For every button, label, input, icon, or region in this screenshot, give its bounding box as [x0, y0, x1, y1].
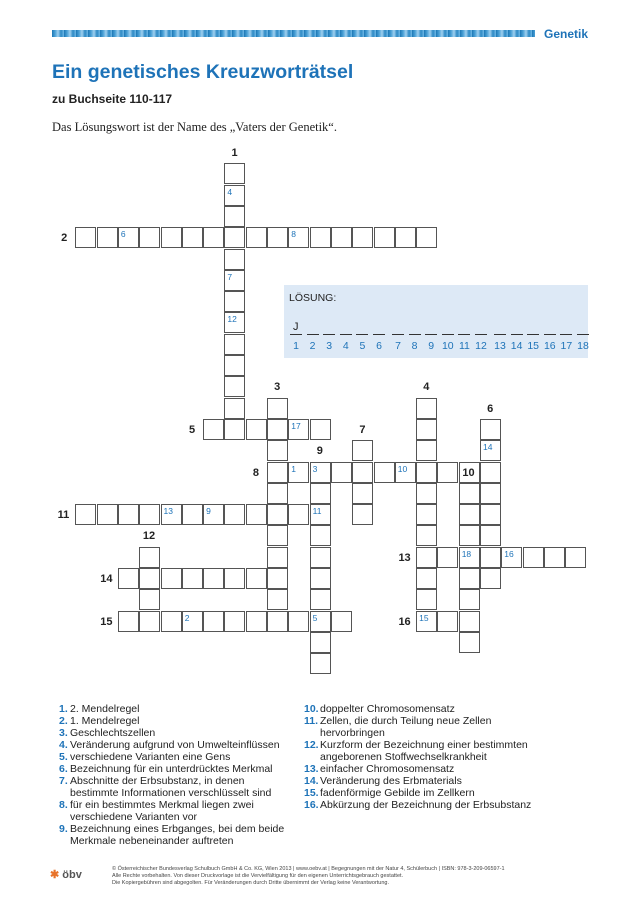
clue-number: 12. — [304, 739, 319, 751]
clue-number: 2. — [59, 715, 68, 727]
crossword-cell[interactable] — [267, 398, 288, 419]
crossword-cell[interactable] — [437, 611, 458, 632]
solution-title: LÖSUNG: — [289, 292, 337, 304]
crossword-cell[interactable] — [246, 504, 267, 525]
footer-line: © Österreichischer Bundesverlag Schulbuch GmbH & Co. KG, Wien 2013 | www.oebv.at | Begegnungen mit der Natur 4, Schülerbuch | ISBN: 978-3-209-06597-1 — [112, 866, 505, 872]
crossword-cell[interactable] — [203, 227, 224, 248]
solution-blank — [409, 334, 421, 335]
crossword-cell[interactable] — [480, 462, 501, 483]
clue-text: doppelter Chromosomensatz — [320, 703, 455, 715]
solution-blank — [307, 334, 319, 335]
crossword-cell[interactable] — [224, 398, 245, 419]
clue-item — [59, 703, 287, 715]
crossword-cell[interactable] — [416, 227, 437, 248]
crossword-cell[interactable] — [310, 227, 331, 248]
crossword-cell[interactable] — [267, 611, 288, 632]
clue-number: 16. — [304, 799, 319, 811]
crossword-cell[interactable] — [224, 185, 245, 206]
crossword-cell[interactable] — [416, 504, 437, 525]
crossword-cell[interactable] — [459, 504, 480, 525]
solution-blank — [511, 334, 523, 335]
crossword-cell[interactable] — [416, 547, 437, 568]
crossword-cell[interactable] — [288, 611, 309, 632]
crossword-cell[interactable] — [267, 462, 288, 483]
solution-blank — [527, 334, 539, 335]
clue-number: 5. — [59, 751, 68, 763]
crossword-cell[interactable] — [480, 504, 501, 525]
crossword-cell[interactable] — [416, 398, 437, 419]
solution-index: 8 — [291, 229, 297, 240]
crossword-cell[interactable] — [97, 227, 118, 248]
crossword-cell[interactable] — [118, 611, 139, 632]
publisher-logo — [50, 868, 82, 881]
crossword-cell[interactable] — [480, 483, 501, 504]
crossword-cell[interactable] — [416, 440, 437, 461]
clue-text: fadenförmige Gebilde im Zellkern — [320, 787, 475, 799]
clue-list-right — [304, 703, 554, 811]
solution-blank — [290, 334, 302, 335]
solution-number: 7 — [395, 340, 401, 352]
footer-line: Die Kopiergebühren sind abgegolten. Für Veränderungen durch Dritte übernimmt der Verlag keine Verantwortung. — [112, 880, 390, 886]
solution-blank — [425, 334, 437, 335]
crossword-cell[interactable] — [480, 547, 501, 568]
clue-list-left — [59, 703, 287, 847]
crossword-cell[interactable] — [480, 525, 501, 546]
clue-number: 4. — [59, 739, 68, 751]
clue-number: 6. — [59, 763, 68, 775]
solution-number: 1 — [293, 340, 299, 352]
crossword-cell[interactable] — [267, 504, 288, 525]
solution-index: 1 — [291, 463, 297, 474]
clue-item — [304, 715, 554, 739]
solution-index: 12 — [227, 314, 237, 325]
crossword-cell[interactable] — [288, 462, 309, 483]
crossword-cell[interactable] — [310, 568, 331, 589]
crossword-cell[interactable] — [203, 568, 224, 589]
crossword-cell[interactable] — [331, 611, 352, 632]
crossword-cell[interactable] — [224, 249, 245, 270]
crossword-cell[interactable] — [224, 291, 245, 312]
solution-index: 6 — [120, 229, 126, 240]
clue-item — [304, 703, 554, 715]
solution-number: 11 — [458, 340, 470, 352]
clue-start-number: 14 — [100, 573, 113, 585]
crossword-cell[interactable] — [459, 568, 480, 589]
crossword-cell[interactable] — [480, 419, 501, 440]
crossword-cell[interactable] — [310, 589, 331, 610]
crossword-cell[interactable] — [161, 611, 182, 632]
clue-item — [59, 727, 287, 739]
clue-text: 2. Mendelregel — [70, 703, 140, 715]
clue-text: Zellen, die durch Teilung neue Zellen hervorbringen — [320, 715, 492, 739]
crossword-cell[interactable] — [75, 504, 96, 525]
clue-start-number: 1 — [231, 147, 238, 159]
solution-blank — [560, 334, 572, 335]
clue-text: für ein bestimmtes Merkmal liegen zwei verschiedene Varianten vor — [70, 799, 254, 823]
solution-number: 9 — [428, 340, 435, 352]
clue-text: 1. Mendelregel — [70, 715, 140, 727]
crossword-cell[interactable] — [161, 504, 182, 525]
crossword-cell[interactable] — [139, 611, 160, 632]
clue-start-number: 6 — [487, 402, 494, 415]
crossword-cell[interactable] — [501, 547, 522, 568]
clue-number: 8. — [59, 799, 68, 811]
clue-start-number: 11 — [57, 509, 70, 522]
solution-given-letter: J — [293, 321, 299, 333]
page-title: Ein genetisches Kreuzworträtsel — [52, 61, 354, 83]
clue-number: 13. — [304, 763, 319, 775]
solution-box — [284, 285, 588, 358]
clue-number: 15. — [304, 787, 319, 799]
clue-start-number: 4 — [423, 381, 430, 394]
solution-blank — [392, 334, 404, 335]
crossword-cell[interactable] — [224, 376, 245, 397]
crossword-cell[interactable] — [139, 547, 160, 568]
solution-index: 9 — [206, 506, 211, 517]
crossword-cell[interactable] — [395, 227, 416, 248]
clue-start-number: 9 — [316, 445, 323, 458]
clue-start-number: 7 — [359, 423, 366, 436]
crossword-cell[interactable] — [310, 632, 331, 653]
crossword-cell[interactable] — [310, 462, 331, 483]
crossword-cell[interactable] — [352, 504, 373, 525]
solution-number: 8 — [411, 340, 418, 352]
crossword-cell[interactable] — [118, 568, 139, 589]
crossword-cell[interactable] — [459, 589, 480, 610]
crossword-cell[interactable] — [203, 611, 224, 632]
crossword-cell[interactable] — [374, 462, 395, 483]
crossword-cell[interactable] — [310, 547, 331, 568]
crossword-cell[interactable] — [182, 504, 203, 525]
crossword-cell[interactable] — [267, 419, 288, 440]
crossword-cell[interactable] — [224, 504, 245, 525]
clue-text: Abkürzung der Bezeichnung der Erbsubstanz — [320, 799, 532, 811]
clue-item — [59, 775, 287, 799]
clue-item — [304, 799, 554, 811]
crossword-cell[interactable] — [523, 547, 544, 568]
crossword-cell[interactable] — [224, 270, 245, 291]
crossword-cell[interactable] — [416, 525, 437, 546]
crossword-cell[interactable] — [224, 163, 245, 184]
clue-text: Kurzform der Bezeichnung einer bestimmten angeborenen Stoffwechselkrankheit — [320, 739, 528, 763]
page-subtitle: zu Buchseite 110-117 — [52, 92, 173, 106]
solution-blank — [577, 334, 589, 335]
crossword-cell[interactable] — [75, 227, 96, 248]
clue-item — [304, 787, 554, 799]
section-label: Genetik — [544, 27, 589, 41]
crossword-cell[interactable] — [224, 312, 245, 333]
solution-blank — [544, 334, 556, 335]
crossword-cell[interactable] — [459, 483, 480, 504]
solution-number: 5 — [359, 340, 366, 352]
solution-number: 14 — [510, 340, 523, 352]
solution-index: 11 — [312, 506, 322, 517]
solution-index: 16 — [504, 548, 514, 559]
crossword-cell[interactable] — [395, 462, 416, 483]
solution-number: 16 — [543, 340, 556, 352]
crossword-cell[interactable] — [246, 227, 267, 248]
solution-index: 18 — [461, 548, 472, 559]
star-icon: ✱ — [50, 869, 63, 881]
solution-number: 4 — [342, 340, 349, 352]
crossword-cell[interactable] — [352, 440, 373, 461]
clue-number: 10. — [304, 703, 319, 715]
solution-blank — [356, 334, 368, 335]
solution-number: 2 — [309, 340, 316, 352]
crossword-cell[interactable] — [139, 589, 160, 610]
clue-item — [59, 823, 287, 847]
solution-number: 17 — [560, 340, 573, 352]
solution-index: 10 — [397, 463, 408, 474]
crossword-cell[interactable] — [224, 206, 245, 227]
crossword-cell[interactable] — [310, 419, 331, 440]
solution-number: 15 — [527, 340, 540, 352]
solution-number: 6 — [376, 340, 382, 352]
crossword-cell[interactable] — [161, 568, 182, 589]
clue-start-number: 12 — [142, 530, 156, 543]
solution-index: 13 — [163, 506, 173, 517]
crossword-cell[interactable] — [203, 419, 224, 440]
crossword-cell[interactable] — [416, 419, 437, 440]
crossword-cell[interactable] — [267, 547, 288, 568]
crossword-cell[interactable] — [267, 227, 288, 248]
clue-start-number: 13 — [398, 551, 411, 564]
clue-start-number: 2 — [61, 232, 68, 245]
crossword-cell[interactable] — [224, 355, 245, 376]
solution-index: 3 — [312, 463, 318, 474]
crossword-cell[interactable] — [288, 227, 309, 248]
crossword-cell[interactable] — [118, 504, 139, 525]
crossword-cell[interactable] — [437, 462, 458, 483]
solution-blank — [340, 334, 352, 335]
clue-item — [59, 751, 287, 763]
solution-index: 14 — [483, 442, 493, 453]
solution-index: 5 — [312, 612, 318, 623]
crossword-cell[interactable] — [352, 227, 373, 248]
crossword-cell[interactable] — [480, 440, 501, 461]
crossword-cell[interactable] — [331, 227, 352, 248]
clue-text: Bezeichnung eines Erbganges, bei dem beide Merkmale nebeneinander auftreten — [70, 823, 285, 847]
clue-start-number: 5 — [188, 423, 196, 436]
crossword-cell[interactable] — [97, 504, 118, 525]
crossword-cell[interactable] — [139, 568, 160, 589]
crossword-cell[interactable] — [246, 611, 267, 632]
crossword-cell[interactable] — [310, 611, 331, 632]
solution-number: 13 — [494, 340, 506, 352]
crossword-cell[interactable] — [118, 227, 139, 248]
solution-index: 17 — [291, 420, 301, 431]
clue-item — [304, 775, 554, 787]
crossword-cell[interactable] — [416, 568, 437, 589]
crossword-cell[interactable] — [310, 653, 331, 674]
crossword-cell[interactable] — [267, 568, 288, 589]
solution-index: 4 — [227, 186, 233, 197]
crossword-cell[interactable] — [416, 589, 437, 610]
clue-text: Veränderung aufgrund von Umwelteinflüssen — [70, 739, 280, 751]
clue-text: Veränderung des Erbmaterials — [320, 775, 462, 787]
crossword-cell[interactable] — [480, 568, 501, 589]
crossword-cell[interactable] — [310, 483, 331, 504]
clue-number: 1. — [59, 703, 68, 715]
solution-blank — [494, 334, 506, 335]
clue-start-number: 10 — [462, 466, 475, 479]
solution-blank — [323, 334, 335, 335]
footer-copyright — [112, 866, 624, 887]
crossword-cell[interactable] — [267, 483, 288, 504]
footer-line: Alle Rechte vorbehalten. Von dieser Druckvorlage ist die Vervielfältigung für den eigenen Unterrichtsgebrauch gestattet. — [112, 873, 404, 879]
clue-item — [304, 763, 554, 775]
crossword-cell[interactable] — [437, 547, 458, 568]
clue-start-number: 8 — [252, 466, 259, 479]
crossword-cell[interactable] — [310, 525, 331, 546]
crossword-cell[interactable] — [182, 611, 203, 632]
solution-number: 10 — [441, 340, 454, 352]
crossword-cell[interactable] — [416, 611, 437, 632]
crossword-cell[interactable] — [352, 462, 373, 483]
crossword-cell[interactable] — [416, 483, 437, 504]
solution-index: 15 — [419, 612, 429, 623]
solution-number: 3 — [326, 340, 333, 352]
crossword-cell[interactable] — [310, 504, 331, 525]
crossword-cell[interactable] — [182, 227, 203, 248]
crossword-cell[interactable] — [224, 568, 245, 589]
crossword-cell[interactable] — [267, 525, 288, 546]
crossword-cell[interactable] — [459, 611, 480, 632]
clue-item — [59, 715, 287, 727]
clue-text: einfacher Chromosomensatz — [320, 763, 455, 775]
clue-start-number: 16 — [398, 615, 411, 628]
crossword-cell[interactable] — [416, 462, 437, 483]
crossword-cell[interactable] — [459, 632, 480, 653]
clue-item — [59, 799, 287, 823]
clue-start-number: 3 — [274, 381, 281, 394]
clue-item — [304, 739, 554, 763]
crossword-cell[interactable] — [139, 504, 160, 525]
clue-text: verschiedene Varianten eine Gens — [70, 751, 231, 763]
crossword-cell[interactable] — [267, 589, 288, 610]
crossword-cell[interactable] — [224, 334, 245, 355]
crossword-cell[interactable] — [203, 504, 224, 525]
clue-item — [59, 739, 287, 751]
clue-start-number: 15 — [100, 615, 113, 628]
crossword-cell[interactable] — [267, 440, 288, 461]
crossword-cell[interactable] — [374, 227, 395, 248]
clue-number: 9. — [59, 823, 68, 835]
clue-text: Abschnitte der Erbsubstanz, in denen bestimmte Informationen verschlüsselt sind — [70, 775, 272, 799]
crossword-cell[interactable] — [224, 419, 245, 440]
solution-blank — [458, 334, 470, 335]
solution-blank — [373, 334, 385, 335]
crossword-cell[interactable] — [246, 419, 267, 440]
clue-item — [59, 763, 287, 775]
crossword-cell[interactable] — [459, 525, 480, 546]
crossword-cell[interactable] — [565, 547, 586, 568]
crossword-cell[interactable] — [139, 227, 160, 248]
crossword-cell[interactable] — [352, 483, 373, 504]
solution-index: 2 — [184, 612, 190, 623]
crossword-cell[interactable] — [544, 547, 565, 568]
crossword-cell[interactable] — [224, 227, 245, 248]
intro-text: Das Lösungswort ist der Name des „Vaters der Genetik“. — [52, 120, 337, 134]
crossword-cell[interactable] — [459, 547, 480, 568]
crossword-cell[interactable] — [288, 504, 309, 525]
clue-number: 11. — [304, 715, 319, 727]
clue-number: 3. — [59, 727, 68, 739]
crossword-cell[interactable] — [161, 227, 182, 248]
clue-number: 7. — [59, 775, 68, 787]
clue-text: Bezeichnung für ein unterdrücktes Merkmal — [70, 763, 273, 775]
clue-number: 14. — [304, 775, 319, 787]
solution-number: 18 — [577, 340, 589, 352]
solution-number: 12 — [475, 340, 487, 352]
solution-index: 7 — [227, 271, 233, 282]
solution-blank — [475, 334, 487, 335]
crossword-cell[interactable] — [288, 419, 309, 440]
crossword-cell[interactable] — [182, 568, 203, 589]
crossword-cell[interactable] — [331, 462, 352, 483]
crossword-cell[interactable] — [224, 611, 245, 632]
solution-blank — [442, 334, 454, 335]
crossword-cell[interactable] — [246, 568, 267, 589]
logo-text: öbv — [62, 869, 82, 881]
clue-text: Geschlechtszellen — [70, 727, 156, 739]
